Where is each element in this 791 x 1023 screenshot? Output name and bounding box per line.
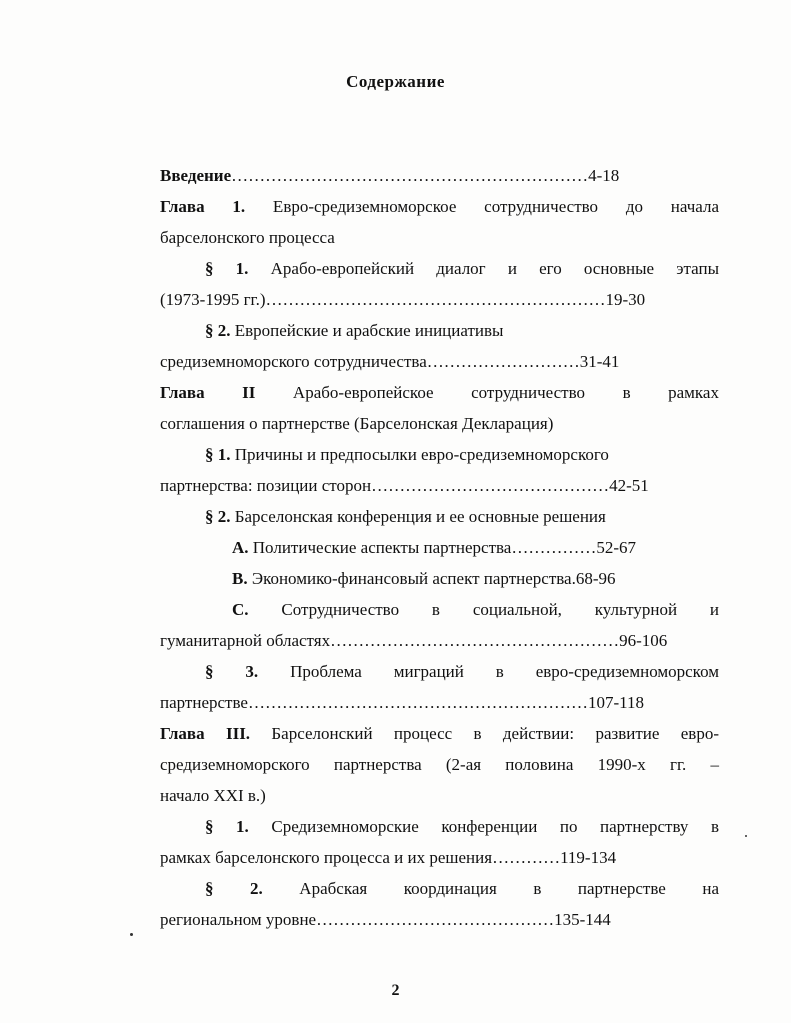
toc-line-introduction (160, 165, 719, 187)
toc-line-ch2-sec1 (205, 444, 719, 466)
toc-text: рамках барселонского процесса и их решения…………119-134 (160, 848, 617, 867)
toc-text: Экономико-финансовый аспект партнерства.68-96 (247, 569, 616, 588)
toc-label: Глава III. (160, 724, 251, 743)
toc-label: § 2. (205, 507, 231, 526)
toc-text: региональном уровне……………………………………135-144 (160, 910, 611, 929)
scan-speck (130, 933, 133, 936)
toc-text: Барселонская конференция и ее основные решения (230, 507, 606, 526)
page-title: Содержание (346, 72, 445, 91)
toc-line-ch2-sec1-cont (160, 475, 719, 497)
toc-label: § 2. (205, 879, 263, 898)
toc-text: соглашения о партнерстве (Барселонская Декларация) (160, 414, 554, 433)
toc-line-ch2-sec2-b (232, 568, 719, 590)
toc-text: начало XXI в.) (160, 786, 266, 805)
toc-text: Проблема миграций в евро-средиземноморском (258, 662, 720, 681)
toc-line-ch2-sec2 (205, 506, 719, 528)
toc-text: гуманитарной областях……………………………………………96-106 (160, 631, 668, 650)
toc-text: Европейские и арабские инициативы (230, 321, 504, 340)
toc-line-ch2-sec3-cont (160, 692, 719, 714)
toc-line-ch3-sec1-cont (160, 847, 719, 869)
toc-line-chapter-2-cont (160, 413, 719, 435)
toc-label: § 3. (205, 662, 259, 681)
toc-line-ch1-sec2-cont (160, 351, 719, 373)
toc-text: средиземноморского сотрудничества………………………31-41 (160, 352, 620, 371)
toc-line-chapter-3 (160, 723, 719, 745)
toc-line-ch2-sec3 (205, 661, 719, 683)
toc-line-ch2-sec2-c-cont (160, 630, 719, 652)
toc-text: барселонского процесса (160, 228, 335, 247)
toc-text: Сотрудничество в социальной, культурной и (248, 600, 719, 619)
scan-speck (745, 835, 747, 837)
toc-label: Глава II (160, 383, 256, 402)
toc-text: Арабо-европейское сотрудничество в рамках (255, 383, 719, 402)
toc-text: Политические аспекты партнерства……………52-67 (248, 538, 637, 557)
toc-line-chapter-1-cont (160, 227, 719, 249)
toc-line-ch3-sec2 (205, 878, 719, 900)
toc-label: A. (232, 538, 249, 557)
toc-label: C. (232, 600, 249, 619)
toc-text: средиземноморского партнерства (2-ая половина 1990-х гг. – (160, 755, 719, 774)
toc-label: § 2. (205, 321, 231, 340)
toc-line-ch1-sec1 (205, 258, 719, 280)
toc-label: B. (232, 569, 248, 588)
toc-line-ch3-sec2-cont (160, 909, 719, 931)
toc-label: Введение (160, 166, 232, 185)
toc-text: партнерстве……………………………………………………107-118 (160, 693, 644, 712)
toc-line-chapter-3-cont2 (160, 785, 719, 807)
toc-line-ch2-sec2-a (232, 537, 719, 559)
page-number: 2 (391, 982, 400, 999)
toc-line-chapter-2 (160, 382, 719, 404)
toc-text: Арабо-европейский диалог и его основные этапы (248, 259, 720, 278)
toc-text: партнерства: позиции сторон……………………………………42-51 (160, 476, 649, 495)
toc-text: ………………………………………………………4-18 (231, 166, 620, 185)
toc-line-ch1-sec1-cont (160, 289, 719, 311)
toc-label: Глава 1. (160, 197, 246, 216)
toc-line-ch2-sec2-c (232, 599, 719, 621)
toc-text: Евро-средиземноморское сотрудничество до начала (245, 197, 719, 216)
toc-label: § 1. (205, 259, 249, 278)
toc-text: Причины и предпосылки евро-средиземноморского (230, 445, 609, 464)
toc-label: § 1. (205, 445, 231, 464)
toc-line-ch1-sec2 (205, 320, 719, 342)
toc-text: Арабская координация в партнерстве на (262, 879, 719, 898)
toc-text: Средиземноморские конференции по партнерству в (248, 817, 720, 836)
toc-label: § 1. (205, 817, 249, 836)
toc-text: (1973-1995 гг.)……………………………………………………19-30 (160, 290, 646, 309)
toc-line-chapter-3-cont (160, 754, 719, 776)
toc-line-ch3-sec1 (205, 816, 719, 838)
toc-line-chapter-1 (160, 196, 719, 218)
toc-text: Барселонский процесс в действии: развитие евро- (250, 724, 719, 743)
